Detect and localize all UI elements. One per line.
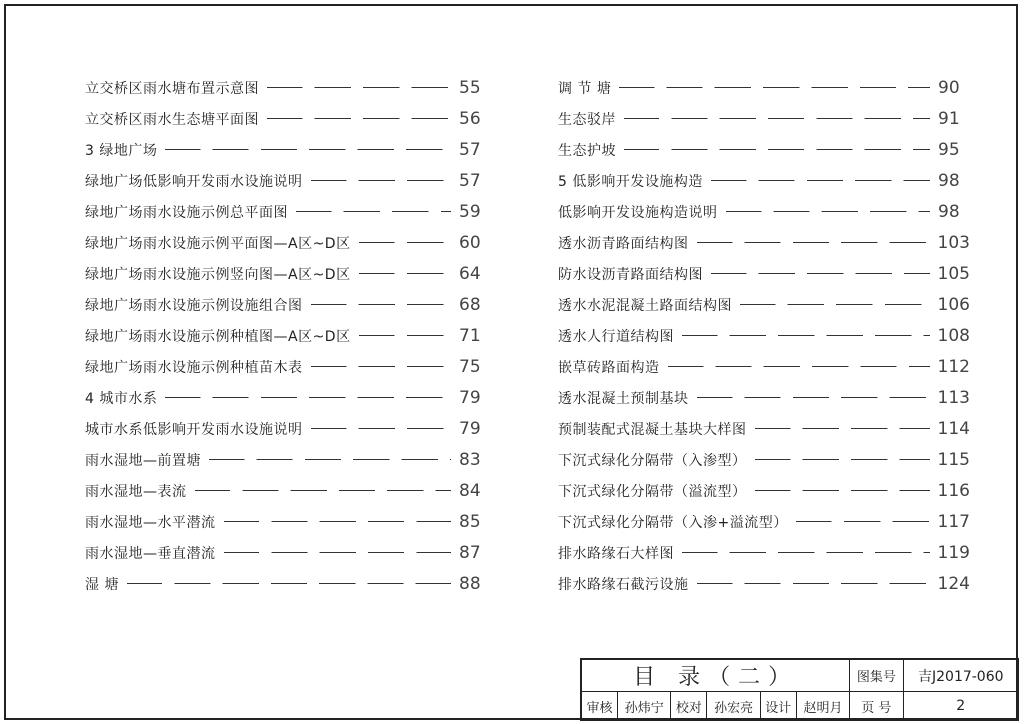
toc-entry-page: 113 [937, 387, 970, 408]
toc-entry-title: 湿 塘 [85, 576, 119, 593]
toc-entry-page: 60 [459, 232, 481, 253]
toc-entry [558, 413, 970, 444]
toc-entry [85, 289, 485, 320]
toc-entry-title: 绿地广场雨水设施示例设施组合图 [85, 297, 303, 314]
leader-line [359, 335, 451, 336]
toc-entry [85, 103, 485, 134]
toc-entry [85, 537, 485, 568]
toc-entry [558, 196, 970, 227]
toc-entry-title: 预制装配式混凝土基块大样图 [558, 421, 747, 438]
toc-entry [85, 258, 485, 289]
leader-line [127, 583, 451, 584]
toc-entry-title: 绿地广场雨水设施示例总平面图 [85, 204, 288, 221]
toc-entry [85, 72, 485, 103]
toc-entry-title: 雨水湿地—前置塘 [85, 452, 201, 469]
toc-entry-title: 下沉式绿化分隔带（入渗+溢流型） [558, 514, 788, 531]
leader-line [224, 521, 452, 522]
toc-entry-page: 117 [937, 511, 970, 532]
toc-entry [558, 289, 970, 320]
toc-entry-title: 城市水系低影响开发雨水设施说明 [85, 421, 303, 438]
toc-entry [85, 227, 485, 258]
toc-entry-page: 88 [459, 573, 481, 594]
toc-entry-page: 75 [459, 356, 481, 377]
leader-line [209, 459, 451, 460]
toc-entry-page: 79 [459, 387, 481, 408]
page-number: 2 [903, 692, 1018, 721]
leader-line [195, 490, 452, 491]
toc-entry-title: 生态护坡 [558, 142, 616, 159]
toc-column-left [85, 72, 485, 599]
design-name: 赵明月 [796, 692, 849, 721]
toc-entry-page: 55 [459, 77, 481, 98]
leader-line [697, 397, 930, 398]
toc-entry-title: 绿地广场低影响开发雨水设施说明 [85, 173, 303, 190]
toc-entry [558, 320, 970, 351]
toc-entry-title: 雨水湿地—表流 [85, 483, 187, 500]
leader-line [697, 242, 930, 243]
toc-entry-title: 雨水湿地—垂直潜流 [85, 545, 216, 562]
leader-line [296, 211, 451, 212]
toc-entry-page: 64 [459, 263, 481, 284]
toc-entry-page: 119 [937, 542, 970, 563]
toc-entry [85, 506, 485, 537]
toc-entry-page: 83 [459, 449, 481, 470]
toc-entry-page: 68 [459, 294, 481, 315]
leader-line [359, 242, 451, 243]
check-name: 孙宏亮 [707, 692, 760, 721]
toc-entry-page: 84 [459, 480, 481, 501]
leader-line [311, 366, 452, 367]
toc-entry-title: 雨水湿地—水平潜流 [85, 514, 216, 531]
toc-entry [558, 227, 970, 258]
leader-line [668, 366, 930, 367]
toc-entry-title: 立交桥区雨水塘布置示意图 [85, 80, 259, 97]
toc-entry [558, 351, 970, 382]
toc-entry [85, 382, 485, 413]
toc-entry [85, 165, 485, 196]
toc-entry-page: 114 [937, 418, 970, 439]
toc-entry-page: 57 [459, 139, 481, 160]
toc-entry-page: 98 [938, 170, 960, 191]
toc-entry [558, 258, 970, 289]
leader-line [619, 87, 930, 88]
toc-entry [558, 506, 970, 537]
toc-entry-page: 71 [459, 325, 481, 346]
toc-entry [85, 444, 485, 475]
toc-entry-page: 59 [459, 201, 481, 222]
toc-entry [85, 196, 485, 227]
leader-line [755, 459, 930, 460]
toc-entry-title: 3 绿地广场 [85, 142, 158, 159]
leader-line [682, 552, 930, 553]
toc-entry-title: 生态驳岸 [558, 111, 616, 128]
toc-entry-title: 绿地广场雨水设施示例平面图—A区~D区 [85, 235, 351, 252]
toc-entry [85, 475, 485, 506]
toc-entry [85, 568, 485, 599]
toc-entry-page: 79 [459, 418, 481, 439]
leader-line [311, 428, 452, 429]
leader-line [311, 304, 452, 305]
review-name: 孙炜宁 [618, 692, 671, 721]
leader-line [796, 521, 930, 522]
toc-entry-page: 112 [937, 356, 970, 377]
leader-line [624, 149, 930, 150]
toc-entry [85, 413, 485, 444]
toc-entry-title: 立交桥区雨水生态塘平面图 [85, 111, 259, 128]
leader-line [224, 552, 452, 553]
toc-entry-title: 嵌草砖路面构造 [558, 359, 660, 376]
design-label: 设计 [760, 692, 796, 721]
page-number-label: 页 号 [850, 692, 903, 721]
toc-entry-page: 87 [459, 542, 481, 563]
atlas-number-label: 图集号 [850, 660, 903, 692]
leader-line [711, 273, 930, 274]
toc-entry [558, 72, 970, 103]
leader-line [755, 490, 930, 491]
leader-line [697, 583, 930, 584]
check-label: 校对 [671, 692, 707, 721]
toc-entry-title: 透水水泥混凝土路面结构图 [558, 297, 732, 314]
toc-entry-title: 防水设沥青路面结构图 [558, 266, 703, 283]
toc-entry [558, 382, 970, 413]
leader-line [755, 428, 930, 429]
title-block [580, 658, 1019, 721]
toc-entry-title: 绿地广场雨水设施示例种植图—A区~D区 [85, 328, 351, 345]
toc-entry [558, 134, 970, 165]
leader-line [740, 304, 930, 305]
toc-entry [558, 475, 970, 506]
toc-entry [558, 537, 970, 568]
toc-entry [85, 351, 485, 382]
toc-entry-title: 透水沥青路面结构图 [558, 235, 689, 252]
toc-entry-title: 低影响开发设施构造说明 [558, 204, 718, 221]
leader-line [267, 87, 451, 88]
toc-entry-page: 116 [937, 480, 970, 501]
toc-entry-title: 下沉式绿化分隔带（入渗型） [558, 452, 747, 469]
toc-entry-page: 56 [459, 108, 481, 129]
toc-entry-title: 下沉式绿化分隔带（溢流型） [558, 483, 747, 500]
toc-entry-page: 108 [937, 325, 970, 346]
document-title: 目 录（二） [582, 660, 850, 692]
toc-entry [558, 103, 970, 134]
toc-entry-title: 绿地广场雨水设施示例种植苗木表 [85, 359, 303, 376]
leader-line [359, 273, 451, 274]
toc-entry-page: 106 [937, 294, 970, 315]
toc-entry-page: 98 [938, 201, 960, 222]
toc-entry-title: 5 低影响开发设施构造 [558, 173, 703, 190]
toc-entry-page: 91 [938, 108, 960, 129]
review-label: 审核 [582, 692, 618, 721]
toc-entry [558, 165, 970, 196]
toc-entry-title: 排水路缘石大样图 [558, 545, 674, 562]
toc-entry-page: 115 [937, 449, 970, 470]
toc-entry-page: 85 [459, 511, 481, 532]
leader-line [267, 118, 451, 119]
toc-entry-page: 90 [938, 77, 960, 98]
leader-line [682, 335, 930, 336]
toc-entry-title: 透水混凝土预制基块 [558, 390, 689, 407]
toc-entry-title: 透水人行道结构图 [558, 328, 674, 345]
leader-line [711, 180, 930, 181]
toc-entry-page: 103 [937, 232, 970, 253]
leader-line [624, 118, 930, 119]
toc-entry [85, 134, 485, 165]
toc-entry-page: 124 [937, 573, 970, 594]
leader-line [311, 180, 452, 181]
leader-line [165, 149, 451, 150]
toc-entry-title: 排水路缘石截污设施 [558, 576, 689, 593]
leader-line [726, 211, 931, 212]
toc-entry-title: 绿地广场雨水设施示例竖向图—A区~D区 [85, 266, 351, 283]
toc-entry-title: 调 节 塘 [558, 80, 612, 97]
atlas-number: 吉J2017-060 [903, 660, 1018, 692]
toc-entry-page: 95 [938, 139, 960, 160]
toc-entry-title: 4 城市水系 [85, 390, 158, 407]
toc-entry [558, 444, 970, 475]
toc-entry [85, 320, 485, 351]
toc-column-right [558, 72, 970, 599]
toc-entry-page: 105 [937, 263, 970, 284]
leader-line [165, 397, 451, 398]
toc-entry-page: 57 [459, 170, 481, 191]
toc-entry [558, 568, 970, 599]
